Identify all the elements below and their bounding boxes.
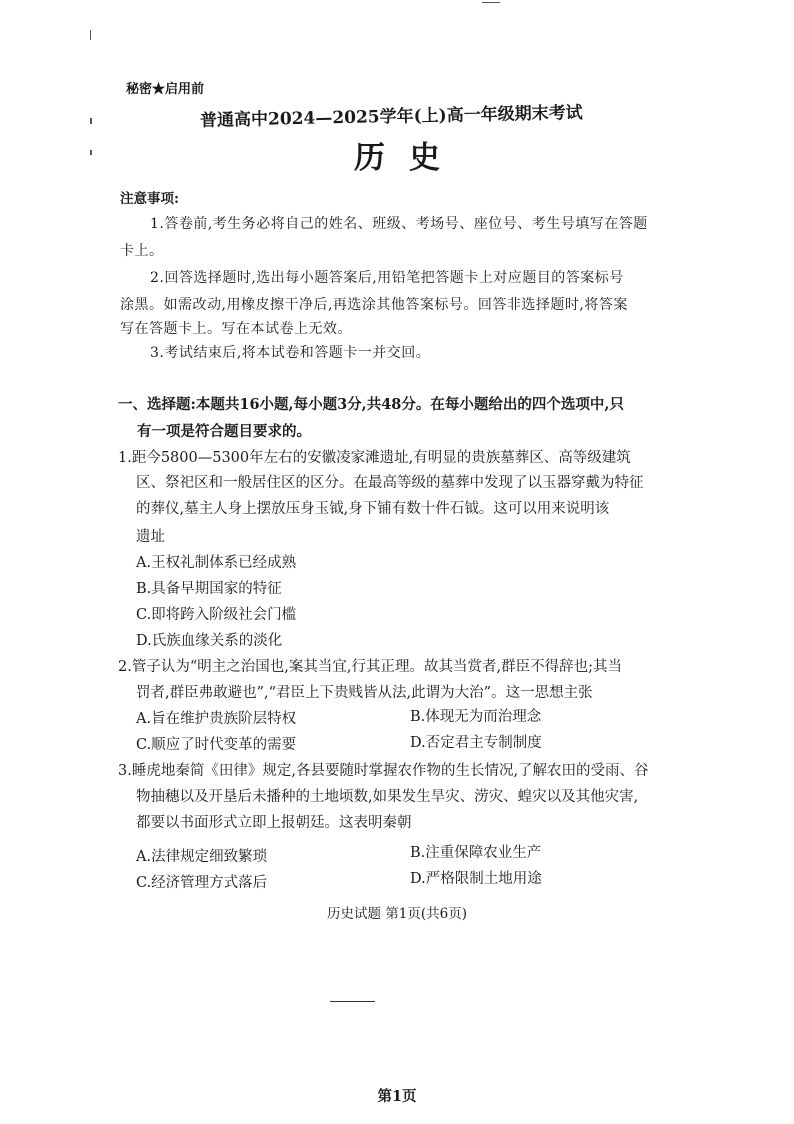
page-footer: 历史试题 第1页(共6页) — [326, 906, 467, 922]
question-3-option-c: C.经济管理方式落后 — [136, 875, 268, 891]
question-2-line: 罚者,群臣弗敢避也”,“君臣上下贵贱皆从法,此谓为大治”。这一思想主张 — [136, 685, 593, 701]
note-line: 涂黑。如需改动,用橡皮擦干净后,再选涂其他答案标号。回答非选择题时,将答案 — [120, 297, 628, 313]
question-2-option-b: B.体现无为而治理念 — [410, 709, 542, 725]
question-2-line: 2.管子认为“明主之治国也,案其当宜,行其正理。故其当赏者,群臣不得辞也;其当 — [118, 659, 622, 675]
question-3-line: 都要以书面形式立即上报朝廷。这表明秦朝 — [136, 815, 412, 831]
question-2-option-a: A.旨在维护贵族阶层特权 — [136, 711, 297, 727]
section-heading: 一、选择题:本题共16小题,每小题3分,共48分。在每小题给出的四个选项中,只 — [118, 396, 624, 413]
scan-mark-top — [482, 2, 500, 3]
question-1-option-a: A.王权礼制体系已经成熟 — [136, 555, 297, 571]
note-line: 卡上。 — [120, 243, 164, 259]
question-1-line: 的葬仪,墓主人身上摆放压身玉钺,身下铺有数十件石钺。这可以用来说明该 — [136, 501, 610, 517]
question-3-option-d: D.严格限制土地用途 — [410, 871, 542, 887]
page-number: 第1页 — [377, 1088, 417, 1105]
question-3-line: 3.睡虎地秦简《田律》规定,各县要随时掌握农作物的生长情况,了解农田的受雨、谷 — [118, 763, 649, 779]
question-3-option-b: B.注重保障农业生产 — [410, 845, 542, 861]
note-line: 写在答题卡上。写在本试卷上无效。 — [120, 321, 352, 337]
note-line: 2.回答选择题时,选出每小题答案后,用铅笔把答题卡上对应题目的答案标号 — [150, 270, 624, 286]
question-1-option-c: C.即将跨入阶级社会门槛 — [136, 607, 297, 623]
notes-title: 注意事项: — [120, 191, 179, 207]
question-1-line: 遗址 — [136, 529, 165, 545]
note-line: 3.考试结束后,将本试卷和答题卡一并交回。 — [150, 345, 431, 361]
subject-title: 历史 — [354, 140, 464, 176]
confidential-label: 秘密★启用前 — [126, 82, 205, 97]
exam-title: 普通高中2024—2025学年(上)高一年级期末考试 — [199, 102, 583, 131]
note-line: 1.答卷前,考生务必将自己的姓名、班级、考场号、座位号、考生号填写在答题 — [150, 216, 648, 232]
question-1-line: 区、祭祀区和一般居住区的区分。在最高等级的墓葬中发现了以玉器穿戴为特征 — [136, 475, 644, 491]
question-2-option-c: C.顺应了时代变革的需要 — [136, 737, 297, 753]
divider-line — [330, 1001, 375, 1002]
question-1-option-b: B.具备早期国家的特征 — [136, 581, 282, 597]
scan-mark-left-2 — [90, 118, 92, 124]
question-3-line: 物抽穗以及开垦后未播种的土地顷数,如果发生旱灾、涝灾、蝗灾以及其他灾害, — [136, 789, 639, 805]
question-2-option-d: D.否定君主专制制度 — [410, 735, 542, 751]
section-heading-cont: 有一项是符合题目要求的。 — [137, 423, 311, 440]
question-1-line: 1.距今5800—5300年左右的安徽凌家滩遗址,有明显的贵族墓葬区、高等级建筑 — [118, 450, 631, 466]
question-3-option-a: A.法律规定细致繁琐 — [136, 849, 268, 865]
question-1-option-d: D.氏族血缘关系的淡化 — [136, 633, 283, 649]
scan-mark-left-1 — [90, 30, 91, 40]
